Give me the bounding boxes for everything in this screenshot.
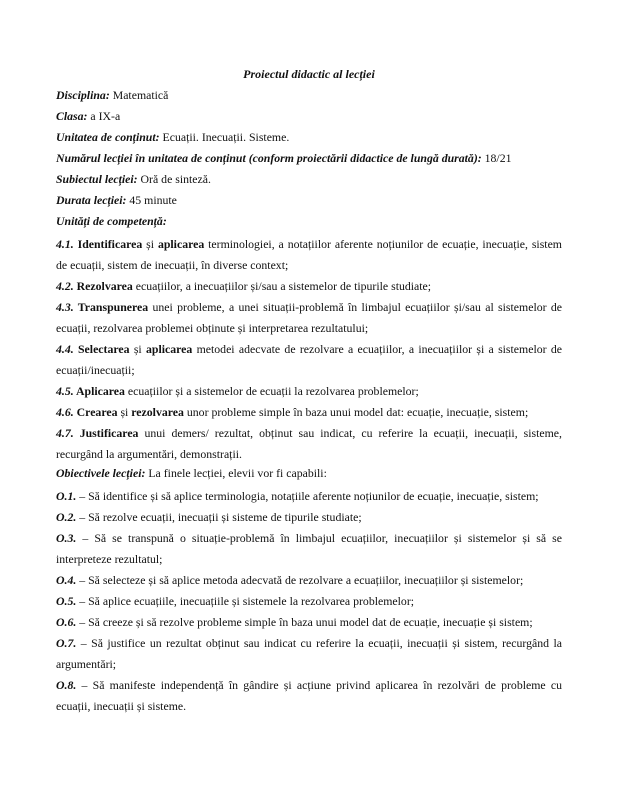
objective-number: O.7. (56, 636, 77, 650)
info-value: Matematică (109, 88, 169, 102)
info-label: Subiectul lecției: (56, 172, 138, 186)
competency-text: unor probleme simple în baza unui model dat: ecuație, inecuație, sistem; (183, 405, 529, 419)
competency-number: 4.1. (56, 237, 74, 251)
competency-verb: Crearea (73, 405, 118, 419)
competency-number: 4.7. (56, 426, 74, 440)
competency-item (56, 423, 562, 465)
objective-item (56, 507, 562, 528)
document-title: Proiectul didactic al lecției (243, 67, 375, 81)
competency-text: terminologiei, a notațiilor aferente noțiunilor de ecuație, inecuație, sistem de ecuații, sistem de inecuații, în diverse context; (56, 237, 562, 272)
info-label: Clasa: (56, 109, 88, 123)
objective-item (56, 591, 562, 612)
objective-text: – Să manifeste independență în gândire și acțiune privind aplicarea în rezolvări de probleme cu ecuații, inecuații și sisteme. (56, 678, 562, 713)
objective-text: – Să creeze și să rezolve probleme simple în baza unui model dat de ecuație, inecuație și sistem; (76, 615, 533, 629)
info-label: Durata lecției: (56, 193, 127, 207)
competency-text: ecuațiilor, a inecuațiilor și/sau a sistemelor de tipurile studiate; (132, 279, 432, 293)
competency-verb: Aplicarea (73, 384, 125, 398)
objective-number: O.1. (56, 489, 77, 503)
info-value: 18/21 (481, 151, 512, 165)
competency-number: 4.2. (56, 279, 74, 293)
competency-number: 4.4. (56, 342, 74, 356)
objective-item (56, 633, 562, 675)
competency-item (56, 402, 562, 423)
competency-text: unui demers/ rezultat, obținut sau indicat, cu referire la ecuații, inecuații, sisteme, recurgând la argumentări, demonstrații. (56, 426, 562, 461)
competency-verb-2: rezolvarea (131, 405, 184, 419)
competency-text: metodei adecvate de rezolvare a ecuațiilor, a inecuațiilor și a sistemelor de ecuații/inecuații; (56, 342, 562, 377)
objective-number: O.2. (56, 510, 77, 524)
info-row (56, 171, 562, 188)
competency-item (56, 297, 562, 339)
objective-text: – Să rezolve ecuații, inecuații și sisteme de tipurile studiate; (76, 510, 362, 524)
objective-text: – Să justifice un rezultat obținut sau indicat cu referire la ecuații, inecuații și sistem, recurgând la argumentări; (56, 636, 562, 671)
lesson-info (56, 87, 562, 209)
competencies-list (56, 234, 562, 465)
objective-text: – Să identifice și să aplice terminologia, notațiile aferente noțiunilor de ecuație, inecuație, sistem; (76, 489, 539, 503)
info-value: Ecuații. Inecuații. Sisteme. (159, 130, 290, 144)
competency-verb: Rezolvarea (73, 279, 133, 293)
info-row (56, 150, 562, 167)
competency-verb: Selectarea (73, 342, 130, 356)
info-row (56, 87, 562, 104)
competency-item (56, 276, 562, 297)
objectives-heading-label: Obiectivele lecției: (56, 466, 146, 480)
objective-item (56, 675, 562, 717)
competency-connector: și (129, 342, 146, 356)
competency-verb: Transpunerea (73, 300, 149, 314)
info-value: a IX-a (87, 109, 121, 123)
competency-text: ecuațiilor și a sistemelor de ecuații la rezolvarea problemelor; (124, 384, 419, 398)
competencies-heading-label: Unități de competență: (56, 214, 167, 228)
competencies-heading (56, 213, 562, 230)
objective-number: O.5. (56, 594, 77, 608)
competency-item (56, 234, 562, 276)
info-label: Unitatea de conținut: (56, 130, 160, 144)
objective-item (56, 528, 562, 570)
info-row (56, 108, 562, 125)
competency-verb-2: aplicarea (157, 237, 205, 251)
competency-verb: Justificarea (73, 426, 139, 440)
competency-item (56, 381, 562, 402)
objectives-list (56, 486, 562, 717)
objective-item (56, 570, 562, 591)
competency-item (56, 339, 562, 381)
competency-number: 4.5. (56, 384, 74, 398)
objective-number: O.6. (56, 615, 77, 629)
info-row (56, 129, 562, 146)
competency-number: 4.3. (56, 300, 74, 314)
competency-verb: Identificarea (73, 237, 143, 251)
objective-text: – Să aplice ecuațiile, inecuațiile și sistemele la rezolvarea problemelor; (76, 594, 415, 608)
objective-text: – Să se transpună o situație-problemă în limbajul ecuațiilor, inecuațiilor și sistemelor și să se interpreteze rezultatul; (56, 531, 562, 566)
competency-connector: și (117, 405, 132, 419)
info-row (56, 192, 562, 209)
objective-item (56, 486, 562, 507)
objective-text: – Să selecteze și să aplice metoda adecvată de rezolvare a ecuațiilor, inecuațiilor și sistemelor; (76, 573, 524, 587)
objective-item (56, 612, 562, 633)
info-label: Disciplina: (56, 88, 110, 102)
competency-number: 4.6. (56, 405, 74, 419)
objective-number: O.8. (56, 678, 77, 692)
objective-number: O.3. (56, 531, 77, 545)
competency-verb-2: aplicarea (145, 342, 193, 356)
info-value: 45 minute (126, 193, 177, 207)
competency-connector: și (142, 237, 158, 251)
objectives-heading (56, 465, 562, 482)
info-label: Numărul lecției în unitatea de conținut (conform proiectării didactice de lungă durată): (56, 151, 482, 165)
info-value: Oră de sinteză. (137, 172, 211, 186)
objectives-intro: La finele lecției, elevii vor fi capabili: (145, 466, 327, 480)
objective-number: O.4. (56, 573, 77, 587)
competency-text: unei probleme, a unei situații-problemă în limbajul ecuațiilor și/sau al sistemelor de ecuații, rezolvarea problemei obținute și interpretarea rezultatului; (56, 300, 562, 335)
document-page (56, 66, 562, 717)
